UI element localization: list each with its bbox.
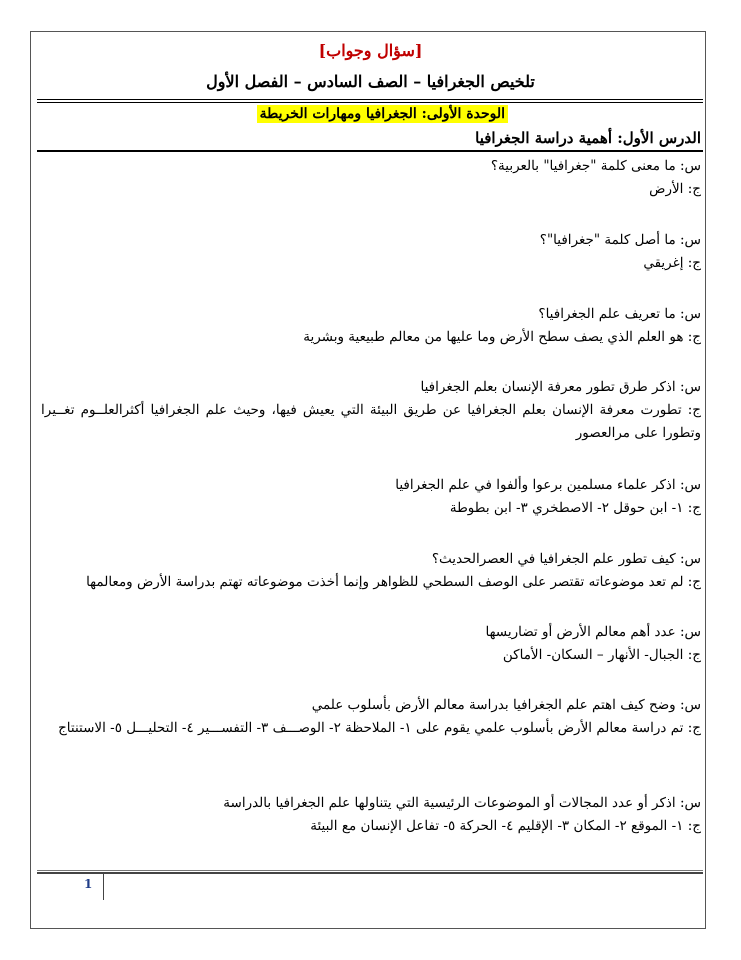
answer: ج: تطورت معرفة الإنسان بعلم الجغرافيا عن طريق البيئة التي يعيش فيها، وحيث علم الجغرافيا أكثرالعلــوم تغــيرا وتطورا على مرالعصور (41, 402, 701, 441)
answer: ج: ١- ابن حوقل ٢- الاصطخري ٣- ابن بطوطة (449, 500, 701, 516)
question: س: اذكر علماء مسلمين برعوا وألفوا في علم الجغرافيا (395, 477, 701, 493)
qa-item-2 (540, 229, 701, 275)
question: س: ما تعريف علم الجغرافيا؟ (538, 306, 701, 322)
qa-item-9 (223, 792, 701, 838)
question: س: وضح كيف اهتم علم الجغرافيا بدراسة معالم الأرض بأسلوب علمي (311, 697, 701, 713)
document-subtitle: تلخيص الجغرافيا – الصف السادس – الفصل الأول (206, 72, 535, 91)
answer: ج: هو العلم الذي يصف سطح الأرض وما عليها من معالم طبيعية وبشرية (303, 329, 701, 345)
question: س: اذكر طرق تطور معرفة الإنسان بعلم الجغرافيا (420, 379, 701, 395)
document-title: [سؤال وجواب] (318, 41, 423, 60)
question: س: كيف تطور علم الجغرافيا في العصرالحديث؟ (431, 551, 701, 567)
answer: ج: لم تعد موضوعاته تقتصر على الوصف السطحي للظواهر وإنما أخذت موضوعاته تهتم بدراسة الأرض ومعالمها (86, 574, 701, 590)
answer: ج: ١- الموقع ٢- المكان ٣- الإقليم ٤- الحركة ٥- تفاعل الإنسان مع البيئة (310, 818, 701, 834)
question: س: ما معنى كلمة "جغرافيا" بالعربية؟ (490, 158, 701, 174)
page-number: 1 (84, 877, 93, 891)
qa-item-8 (41, 694, 701, 740)
lesson-divider (37, 150, 703, 152)
answer: ج: الجبال- الأنهار – السكان- الأماكن (502, 647, 701, 663)
qa-item-4 (41, 376, 701, 445)
question: س: ما أصل كلمة "جغرافيا"؟ (539, 232, 701, 248)
unit-title: الوحدة الأولى: الجغرافيا ومهارات الخريطة (257, 105, 508, 123)
qa-item-3 (303, 303, 701, 349)
qa-item-5 (395, 474, 701, 520)
answer: ج: إغريقي (643, 255, 701, 271)
answer: ج: الأرض (649, 181, 701, 197)
question: س: عدد أهم معالم الأرض أو تضاريسها (485, 624, 701, 640)
lesson-title: الدرس الأول: أهمية دراسة الجغرافيا (475, 129, 701, 147)
answer: ج: تم دراسة معالم الأرض بأسلوب علمي يقوم على ١- الملاحظة ٢- الوصـــف ٣- التفســـير ٤- التحليـــل ٥- الاستنتاج (58, 720, 701, 736)
header-divider (37, 99, 703, 103)
qa-item-7 (485, 621, 701, 667)
qa-item-6 (86, 548, 701, 594)
question: س: اذكر أو عدد المجالات أو الموضوعات الرئيسية التي يتناولها علم الجغرافيا بالدراسة (223, 795, 701, 811)
qa-item-1 (491, 155, 701, 201)
footer-divider (37, 870, 703, 874)
footer-separator (103, 873, 104, 900)
